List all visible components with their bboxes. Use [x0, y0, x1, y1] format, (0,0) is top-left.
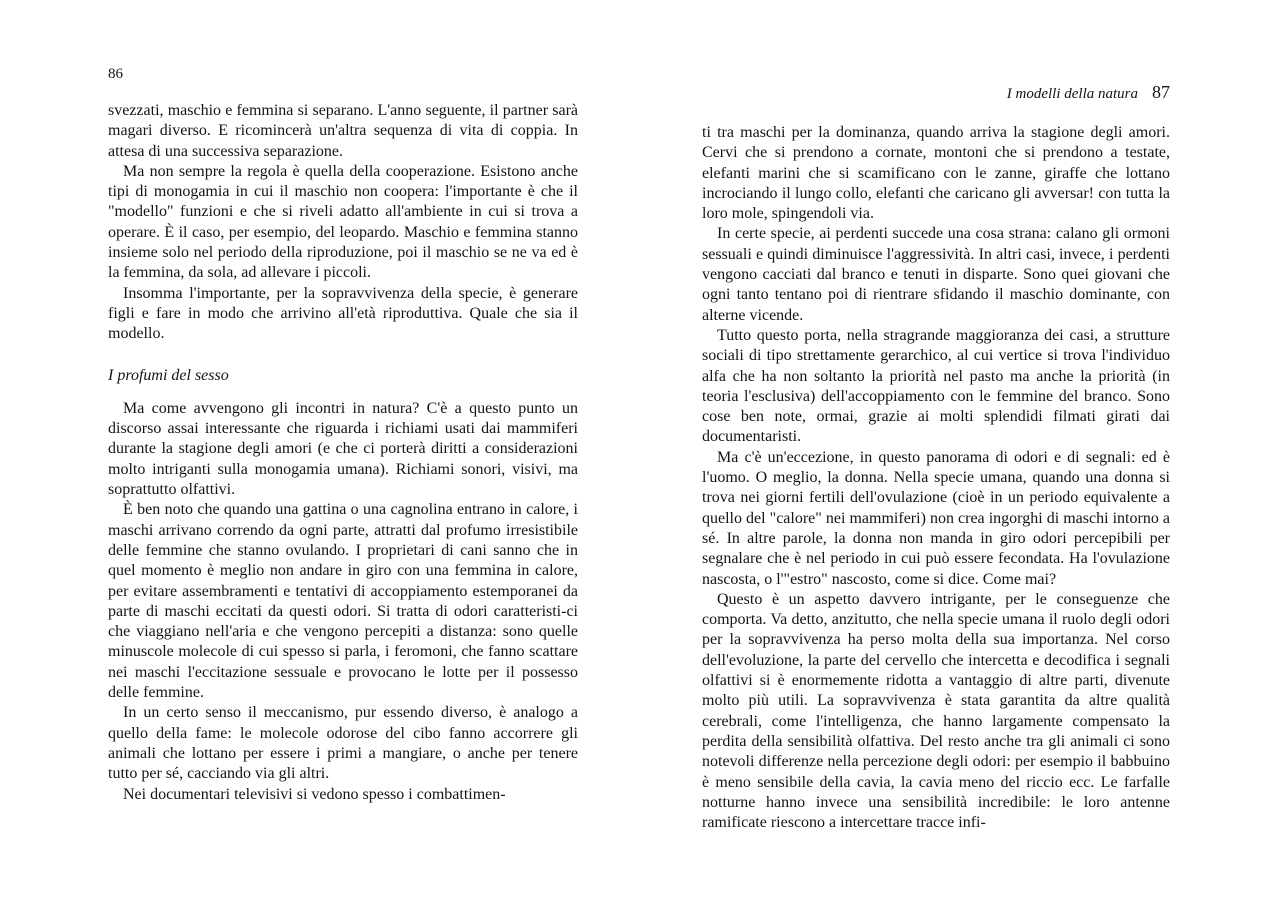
paragraph: Questo è un aspetto davvero intrigante, per le conseguenze che comporta. Va detto, anzitutto, che nella specie umana il ruolo degli odori per la sopravvivenza ha perso molta della sua importanza. Nel corso dell'evoluzione, la parte del cervello che intercetta e decodifica i segnali olfattivi si è enormemente ridotta a vantaggio di altre parti, divenute molto più utili. La sopravvivenza è stata garantita da altre qualità cerebrali, come l'intelligenza, che hanno largamente compensato la perdita della sensibilità olfattiva. Del resto anche tra gli animali ci sono notevoli differenze nella percezione degli odori: per esempio il babbuino è meno sensibile della cavia, la cavia meno del riccio ecc. Le farfalle notturne hanno invece una sensibilità incredibile: le loro antenne ramificate riescono a intercettare tracce infi- [702, 590, 1170, 832]
right-page [702, 82, 1170, 833]
paragraph: In certe specie, ai perdenti succede una cosa strana: calano gli ormoni sessuali e quindi diminuisce l'aggressività. In altri casi, invece, i perdenti vengono cacciati dal branco e tenuti in disparte. Sono quei giovani che ogni tanto tentano poi di rientrare sfidando il maschio dominante, con alterne vicende. [702, 225, 1170, 324]
paragraph: ti tra maschi per la dominanza, quando arriva la stagione degli amori. Cervi che si prendono a cornate, montoni che si prendono a testate, elefanti marini che si scamificano con le zanne, giraffe che lottano incrociando il lungo collo, elefanti che caricano gli avversar! con tutta la loro mole, spingendoli via. [702, 124, 1170, 223]
paragraph: Nei documentari televisivi si vedono spesso i combattimen- [123, 785, 506, 803]
paragraph: In un certo senso il meccanismo, pur essendo diverso, è analogo a quello della fame: le molecole odorose del cibo fanno accorrere gli animali che lottano per essere i primi a mangiare, o anche per tenere tutto per sé, cacciando via gli altri. [108, 704, 578, 783]
left-page [108, 66, 578, 805]
page-number-right: 87 [1152, 82, 1170, 102]
paragraph: Insomma l'importante, per la sopravvivenza della specie, è generare figli e fare in modo che arrivino all'età riproduttiva. Quale che sia il modello. [108, 284, 578, 343]
page-number-left: 86 [108, 66, 123, 82]
right-page-body [702, 123, 1170, 833]
left-page-body [108, 101, 578, 805]
paragraph: svezzati, maschio e femmina si separano. L'anno seguente, il partner sarà magari diverso. E ricomincerà un'altra sequenza di vita di coppia. In attesa di una successiva separazione. [108, 102, 578, 160]
running-header-title: I modelli della natura [1006, 86, 1138, 102]
section-heading: I profumi del sesso [108, 366, 229, 384]
running-header [702, 82, 1170, 103]
paragraph: Tutto questo porta, nella stragrande maggioranza dei casi, a strutture sociali di tipo strettamente gerarchico, al cui vertice si trova l'individuo alfa che ha non soltanto la priorità nel pasto ma anche la priorità (in teoria l'esclusiva) dell'accoppiamento con le femmine del branco. Sono cose ben note, ormai, grazie ai molti splendidi filmati girati dai documentaristi. [702, 326, 1170, 446]
paragraph: Ma non sempre la regola è quella della cooperazione. Esistono anche tipi di monogamia in cui il maschio non coopera: l'importante è che il "modello" funzioni e che si riveli adatto all'ambiente in cui si trova a operare. È il caso, per esempio, del leopardo. Maschio e femmina stanno insieme solo nel periodo della riproduzione, poi il maschio se ne va ed è la femmina, da sola, ad allevare i piccoli. [108, 162, 578, 282]
paragraph: Ma come avvengono gli incontri in natura? C'è a questo punto un discorso assai interessante che riguarda i richiami usati dai mammiferi durante la stagione degli amori (e che ci porterà diritti a considerazioni molto intriganti sulla monogamia umana). Richiami sonori, visivi, ma soprattutto olfattivi. [108, 399, 578, 499]
paragraph: È ben noto che quando una gattina o una cagnolina entrano in calore, i maschi arrivano correndo da ogni parte, attratti dal profumo irresistibile delle femmine che stanno ovulando. I proprietari di cani sanno che in quel momento è meglio non andare in giro con una femmina in calore, per evitare assembramenti e tentativi di accoppiamento estemporanei da parte di maschi eccitati da questi odori. Si tratta di odori caratteristi-ci che viaggiano nell'aria e che vengono percepiti a distanza: sono quelle minuscole molecole di cui spesso si parla, i feromoni, che fanno scattare nei maschi l'eccitazione sessuale e provocano le lotte per il possesso delle femmine. [108, 501, 578, 702]
paragraph: Ma c'è un'eccezione, in questo panorama di odori e di segnali: ed è l'uomo. O meglio, la donna. Nella specie umana, quando una donna si trova nei giorni fertili dell'ovulazione (cioè in un periodo equivalente a quello del "calore" nei mammiferi) non crea ingorghi di maschi intorno a sé. In altre parole, la donna non manda in giro odori percepibili per segnalare che è nel periodo in cui può essere fecondata. Ha l'ovulazione nascosta, o l'"estro" nascosto, come si dice. Come mai? [702, 448, 1170, 588]
